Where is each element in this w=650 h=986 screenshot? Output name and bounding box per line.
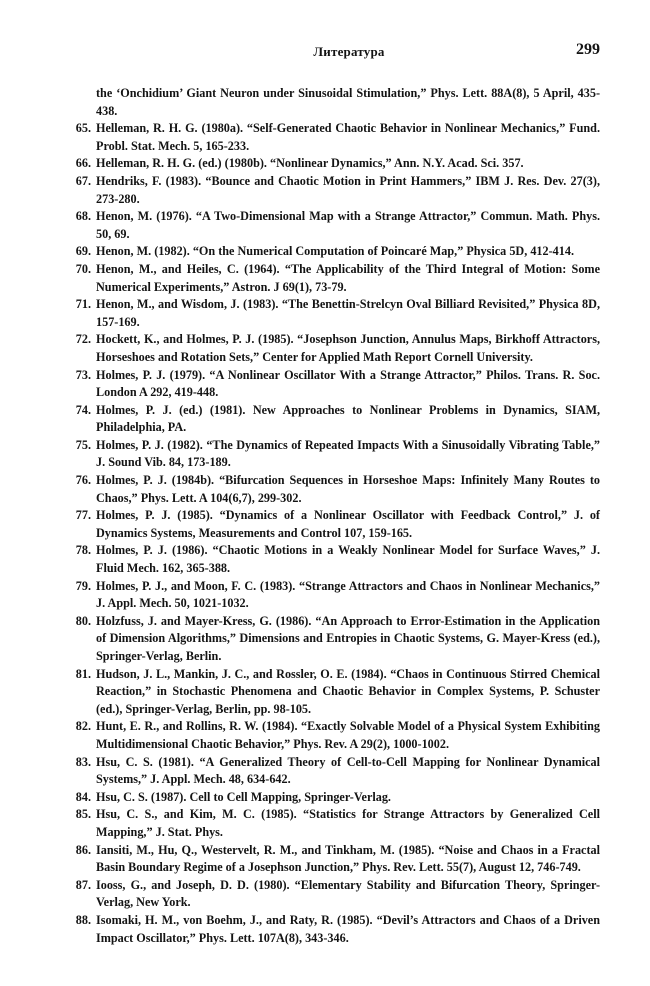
reference-text: Hudson, J. L., Mankin, J. C., and Rossler, O. E. (1984). “Chaos in Continuous Stirred Chemical Reaction,” in Stochastic Phenomena and Chaotic Behavior in Complex Systems, P. Schuster (ed.), Springer-Verlag, Berlin, pp. 98-105. [96, 666, 600, 716]
reference-text: Holmes, P. J. (ed.) (1981). New Approaches to Nonlinear Problems in Dynamics, SIAM, Philadelphia, PA. [96, 402, 600, 435]
reference-text: Henon, M. (1976). “A Two-Dimensional Map with a Strange Attractor,” Commun. Math. Phys. 50, 69. [96, 209, 600, 241]
reference-number: 78. [75, 543, 91, 558]
reference-item [62, 542, 600, 577]
reference-item [62, 296, 600, 331]
reference-text: Hendriks, F. (1983). “Bounce and Chaotic Motion in Print Hammers,” IBM J. Res. Dev. 27(3), 273-280. [96, 173, 600, 206]
reference-text: Holzfuss, J. and Mayer-Kress, G. (1986). “An Approach to Error-Estimation in the Application of Dimension Algorithms,” Dimensions and Entropies in Chaotic Systems, G. Mayer-Kress (ed.), Springer-Verlag, Berlin. [96, 613, 600, 663]
reference-text: Holmes, P. J. (1982). “The Dynamics of Repeated Impacts With a Sinusoidally Vibrating Table,” J. Sound Vib. 84, 173-189. [96, 437, 600, 470]
reference-text: Hunt, E. R., and Rollins, R. W. (1984). “Exactly Solvable Model of a Physical System Exhibiting Multidimensional Chaotic Behavior,” Phys. Rev. A 29(2), 1000-1002. [96, 719, 600, 751]
reference-continuation [62, 85, 600, 120]
reference-item [62, 912, 600, 947]
reference-item [62, 754, 600, 789]
reference-number: 74. [75, 402, 91, 417]
reference-number: 84. [75, 789, 91, 804]
reference-text: Hsu, C. S., and Kim, M. C. (1985). “Statistics for Strange Attractors by Generalized Cell Mapping,” J. Stat. Phys. [96, 807, 600, 839]
reference-number: 68. [75, 209, 91, 224]
reference-item [62, 472, 600, 507]
reference-number: 71. [75, 297, 91, 312]
reference-text: Helleman, R. H. G. (1980a). “Self-Generated Chaotic Behavior in Nonlinear Mechanics,” Fund. Probl. Stat. Mech. 5, 165-233. [96, 121, 600, 153]
reference-number: 65. [75, 121, 91, 136]
reference-number: 80. [75, 613, 91, 628]
running-title: Литература [313, 44, 385, 59]
reference-item [62, 331, 600, 366]
reference-text: Iooss, G., and Joseph, D. D. (1980). “Elementary Stability and Bifurcation Theory, Springer-Verlag, New York. [96, 877, 600, 910]
reference-number: 86. [75, 842, 91, 857]
reference-item [62, 261, 600, 296]
reference-number: 75. [75, 437, 91, 452]
reference-number: 87. [75, 877, 91, 892]
reference-text: Holmes, P. J. (1986). “Chaotic Motions in a Weakly Nonlinear Model for Surface Waves,” J. Fluid Mech. 162, 365-388. [96, 543, 600, 576]
reference-number: 82. [75, 719, 91, 734]
reference-number: 79. [75, 578, 91, 593]
reference-number: 69. [75, 244, 91, 259]
reference-number: 77. [75, 508, 91, 523]
reference-text: the ‘Onchidium’ Giant Neuron under Sinusoidal Stimulation,” Phys. Lett. 88A(8), 5 April, 435-438. [96, 86, 600, 118]
reference-text: Isomaki, H. M., von Boehm, J., and Raty, R. (1985). “Devil’s Attractors and Chaos of a Driven Impact Oscillator,” Phys. Lett. 107A(8), 343-346. [96, 912, 600, 945]
reference-number: 76. [75, 473, 91, 488]
reference-item [62, 666, 600, 719]
reference-text: Hsu, C. S. (1987). Cell to Cell Mapping, Springer-Verlag. [96, 789, 391, 804]
reference-number: 66. [75, 156, 91, 171]
reference-item [62, 578, 600, 613]
reference-number: 88. [75, 912, 91, 927]
reference-text: Holmes, P. J. (1984b). “Bifurcation Sequences in Horseshoe Maps: Infinitely Many Routes to Chaos,” Phys. Lett. A 104(6,7), 299-302. [96, 473, 600, 505]
reference-item [62, 437, 600, 472]
page-number: 299 [576, 41, 600, 58]
reference-number: 72. [75, 332, 91, 347]
reference-text: Holmes, P. J. (1985). “Dynamics of a Nonlinear Oscillator with Feedback Control,” J. of Dynamics Systems, Measurements and Control 107, 159-165. [96, 508, 600, 540]
reference-number: 70. [75, 261, 91, 276]
reference-text: Helleman, R. H. G. (ed.) (1980b). “Nonlinear Dynamics,” Ann. N.Y. Acad. Sci. 357. [96, 156, 524, 171]
reference-items [62, 120, 600, 947]
reference-list [62, 85, 600, 947]
reference-text: Henon, M., and Heiles, C. (1964). “The Applicability of the Third Integral of Motion: Some Numerical Experiments,” Astron. J 69(1), 73-79. [96, 261, 600, 294]
reference-item [62, 243, 600, 261]
reference-item [62, 367, 600, 402]
reference-number: 85. [75, 807, 91, 822]
reference-item [62, 789, 600, 807]
reference-item [62, 842, 600, 877]
reference-item [62, 173, 600, 208]
reference-item [62, 120, 600, 155]
reference-number: 81. [75, 666, 91, 681]
reference-text: Holmes, P. J. (1979). “A Nonlinear Oscillator With a Strange Attractor,” Philos. Trans. R. Soc. London A 292, 419-448. [96, 367, 600, 400]
page-header [98, 41, 600, 68]
reference-text: Holmes, P. J., and Moon, F. C. (1983). “Strange Attractors and Chaos in Nonlinear Mechanics,” J. Appl. Mech. 50, 1021-1032. [96, 578, 600, 611]
reference-number: 67. [75, 173, 91, 188]
reference-item [62, 402, 600, 437]
reference-item [62, 613, 600, 666]
reference-text: Iansiti, M., Hu, Q., Westervelt, R. M., and Tinkham, M. (1985). “Noise and Chaos in a Fractal Basin Boundary Regime of a Josephson Junction,” Phys. Rev. Lett. 55(7), August 12, 746-749. [96, 842, 600, 875]
reference-item [62, 155, 600, 173]
reference-text: Henon, M., and Wisdom, J. (1983). “The Benettin-Strelcyn Oval Billiard Revisited,” Physica 8D, 157-169. [96, 297, 600, 329]
reference-item [62, 806, 600, 841]
reference-text: Hockett, K., and Holmes, P. J. (1985). “Josephson Junction, Annulus Maps, Birkhoff Attractors, Horseshoes and Rotation Sets,” Center for Applied Math Report Cornell University. [96, 332, 600, 364]
reference-item [62, 718, 600, 753]
reference-number: 83. [75, 754, 91, 769]
reference-number: 73. [75, 367, 91, 382]
reference-item [62, 877, 600, 912]
reference-text: Hsu, C. S. (1981). “A Generalized Theory of Cell-to-Cell Mapping for Nonlinear Dynamical Systems,” J. Appl. Mech. 48, 634-642. [96, 754, 600, 787]
reference-item [62, 507, 600, 542]
reference-item [62, 208, 600, 243]
reference-text: Henon, M. (1982). “On the Numerical Computation of Poincaré Map,” Physica 5D, 412-414. [96, 244, 574, 259]
